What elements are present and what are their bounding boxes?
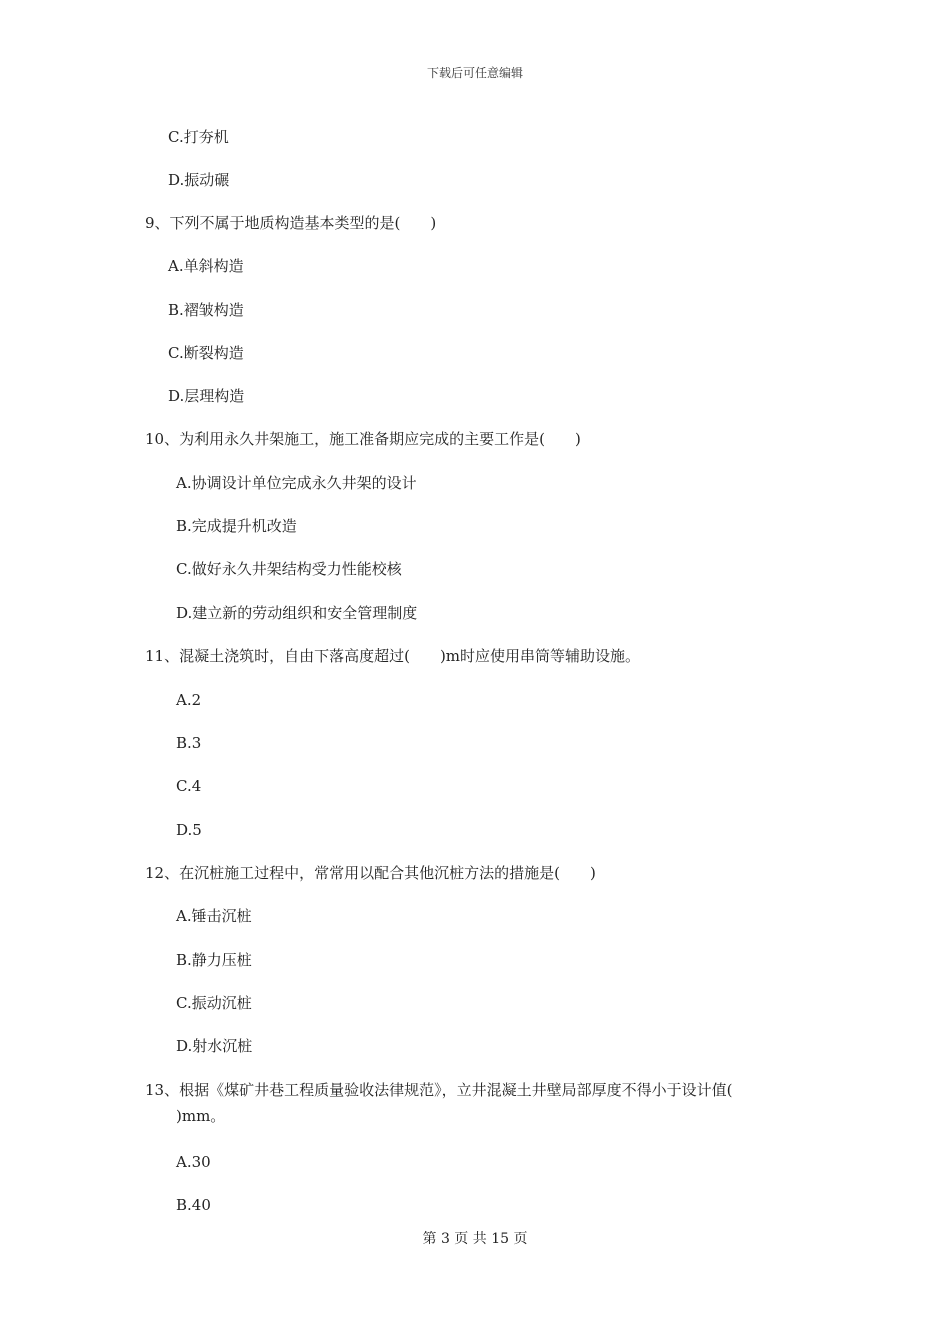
question-13: 13、根据《煤矿井巷工程质量验收法律规范》，立井混凝土井壁局部厚度不得小于设计值( [145,1081,733,1099]
page-header: 下载后可任意编辑 [426,66,523,80]
option-11c: C.4 [176,777,202,795]
question-10: 10、为利用永久井架施工，施工准备期应完成的主要工作是( ) [145,430,581,448]
question-9: 9、下列不属于地质构造基本类型的是( ) [145,214,437,232]
question-13-continuation: )mm。 [176,1107,226,1125]
option-13b: B.40 [176,1196,211,1214]
option-9d: D.层理构造 [168,387,245,405]
option-8d: D.振动碾 [168,171,230,189]
option-10b: B.完成提升机改造 [176,517,297,535]
option-10a: A.协调设计单位完成永久井架的设计 [176,474,417,492]
option-9c: C.断裂构造 [168,344,244,362]
option-9a: A.单斜构造 [168,257,244,275]
option-10c: C.做好永久井架结构受力性能校核 [176,560,402,578]
option-12d: D.射水沉桩 [176,1037,253,1055]
option-12a: A.锤击沉桩 [176,907,252,925]
option-9b: B.褶皱构造 [168,301,244,319]
option-11a: A.2 [176,691,202,709]
option-12b: B.静力压桩 [176,951,252,969]
option-12c: C.振动沉桩 [176,994,252,1012]
option-10d: D.建立新的劳动组织和安全管理制度 [176,604,418,622]
question-11: 11、混凝土浇筑时，自由下落高度超过( )m时应使用串筒等辅助设施。 [145,647,641,665]
option-13a: A.30 [176,1153,211,1171]
option-11d: D.5 [176,821,202,839]
option-11b: B.3 [176,734,202,752]
page-footer: 第 3 页 共 15 页 [422,1231,528,1247]
option-8c: C.打夯机 [168,128,229,146]
question-12: 12、在沉桩施工过程中，常常用以配合其他沉桩方法的措施是( ) [145,864,596,882]
